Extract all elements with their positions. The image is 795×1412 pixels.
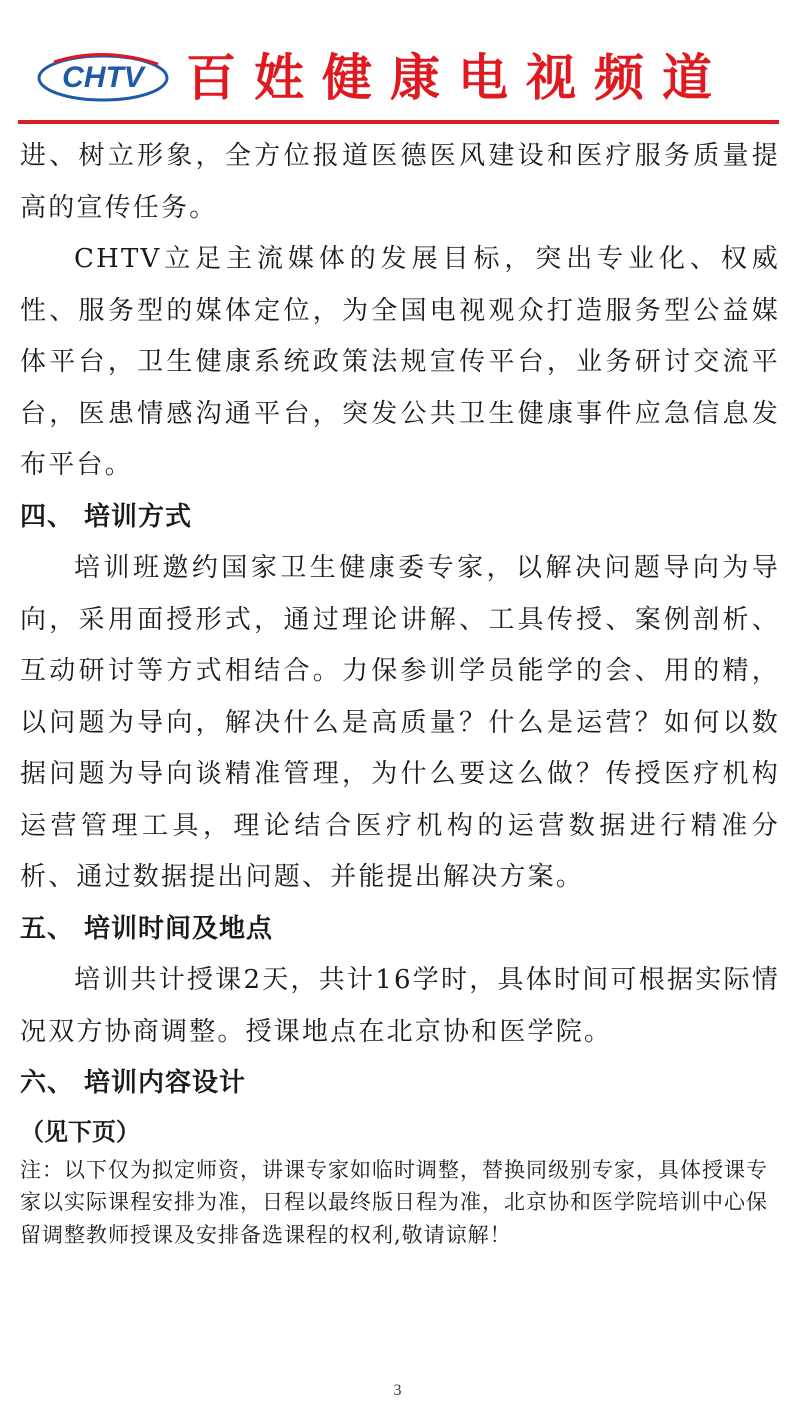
section-title: 培训方式 [84,501,193,532]
see-next-page: （见下页） [20,1117,140,1146]
section-title: 培训时间及地点 [84,913,274,944]
header-divider [18,120,779,124]
section-heading-5 [20,904,780,956]
section-title: 培训内容设计 [84,1068,247,1098]
section-number: 四、 [20,501,75,532]
section-body-5: 培训共计授课2天，共计16学时，具体时间可根据实际情况双方协商调整。授课地点在北京协和医学院。 [20,965,780,1047]
channel-name: 百姓健康电视频道 [186,48,730,107]
section-number: 六、 [20,1068,75,1098]
chtv-logo-icon [36,50,171,106]
page-header [0,0,795,118]
chtv-logo [36,50,171,106]
section-heading-6 [20,1058,780,1110]
disclaimer-note: 注：以下仅为拟定师资，讲课专家如临时调整，替换同级别专家，具体授课专家以实际课程安排为准，日程以最终版日程为准，北京协和医学院培训中心保留调整教师授课及安排备选课程的权利,敬请谅解！ [20,1157,768,1247]
intro-paragraph-chtv: CHTV立足主流媒体的发展目标，突出专业化、权威性、服务型的媒体定位，为全国电视观众打造服务型公益媒体平台，卫生健康系统政策法规宣传平台，业务研讨交流平台，医患情感沟通平台，突发公共卫生健康事件应急信息发布平台。 [20,244,780,480]
document-body [20,131,780,1251]
section-body-4: 培训班邀约国家卫生健康委专家，以解决问题导向为导向，采用面授形式，通过理论讲解、工具传授、案例剖析、互动研讨等方式相结合。力保参训学员能学的会、用的精，以问题为导向，解决什么是高质量？什么是运营？如何以数据问题为导向谈精准管理，为什么要这么做？传授医疗机构运营管理工具，理论结合医疗机构的运营数据进行精准分析、通过数据提出问题、并能提出解决方案。 [20,553,780,892]
page-number: 3 [393,1382,402,1399]
logo-text: CHTV [62,61,144,94]
section-number: 五、 [20,913,75,944]
intro-paragraph-continued: 进、树立形象，全方位报道医德医风建设和医疗服务质量提高的宣传任务。 [20,141,780,223]
section-heading-4 [20,492,780,544]
